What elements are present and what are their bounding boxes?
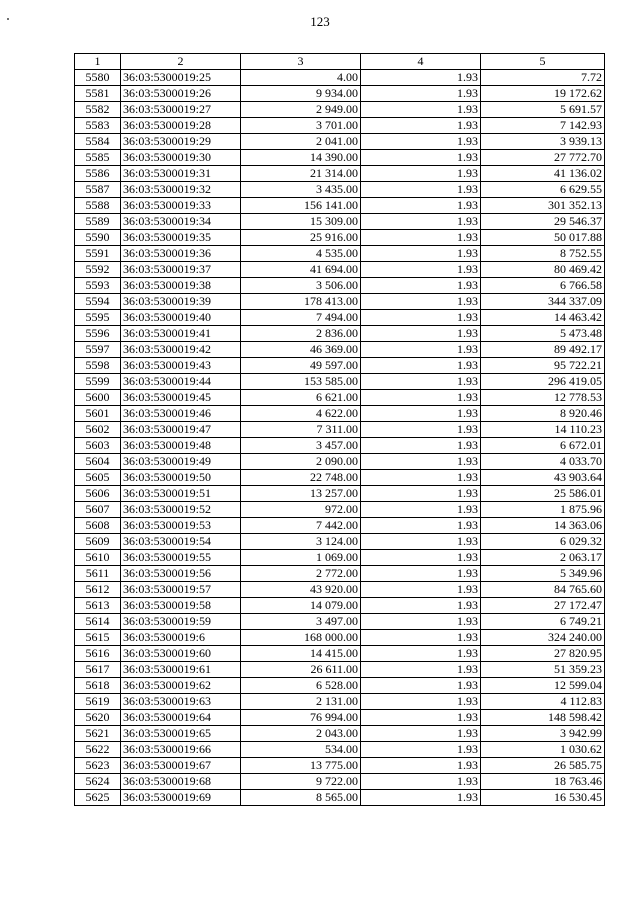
row-number: 5591 [75,246,121,262]
area-value: 14 415.00 [241,646,361,662]
area-value: 13 257.00 [241,486,361,502]
rate-value: 1.93 [361,342,481,358]
total-value: 27 772.70 [481,150,605,166]
cadastral-number: 36:03:5300019:52 [121,502,241,518]
row-number: 5619 [75,694,121,710]
table-body [75,70,605,806]
total-value: 344 337.09 [481,294,605,310]
rate-value: 1.93 [361,614,481,630]
row-number: 5621 [75,726,121,742]
total-value: 12 778.53 [481,390,605,406]
total-value: 4 033.70 [481,454,605,470]
cadastral-number: 36:03:5300019:47 [121,422,241,438]
cadastral-number: 36:03:5300019:60 [121,646,241,662]
row-number: 5586 [75,166,121,182]
rate-value: 1.93 [361,662,481,678]
rate-value: 1.93 [361,726,481,742]
cadastral-number: 36:03:5300019:53 [121,518,241,534]
table-row [75,70,605,86]
cadastral-number: 36:03:5300019:37 [121,262,241,278]
row-number: 5584 [75,134,121,150]
row-number: 5624 [75,774,121,790]
total-value: 89 492.17 [481,342,605,358]
total-value: 19 172.62 [481,86,605,102]
row-number: 5620 [75,710,121,726]
cadastral-number: 36:03:5300019:50 [121,470,241,486]
table-row [75,326,605,342]
cadastral-number: 36:03:5300019:31 [121,166,241,182]
total-value: 7.72 [481,70,605,86]
cadastral-number: 36:03:5300019:36 [121,246,241,262]
rate-value: 1.93 [361,438,481,454]
table-row [75,662,605,678]
table-row [75,678,605,694]
table-row [75,166,605,182]
rate-value: 1.93 [361,150,481,166]
cadastral-number: 36:03:5300019:40 [121,310,241,326]
total-value: 14 363.06 [481,518,605,534]
area-value: 6 528.00 [241,678,361,694]
area-value: 2 090.00 [241,454,361,470]
cadastral-number: 36:03:5300019:59 [121,614,241,630]
total-value: 25 586.01 [481,486,605,502]
total-value: 27 820.95 [481,646,605,662]
row-number: 5587 [75,182,121,198]
rate-value: 1.93 [361,790,481,806]
table-row [75,630,605,646]
cadastral-number: 36:03:5300019:44 [121,374,241,390]
table-row [75,726,605,742]
area-value: 3 497.00 [241,614,361,630]
table-row [75,102,605,118]
area-value: 168 000.00 [241,630,361,646]
area-value: 46 369.00 [241,342,361,358]
table-row [75,646,605,662]
row-number: 5588 [75,198,121,214]
header-col-1: 1 [75,54,121,70]
total-value: 5 473.48 [481,326,605,342]
rate-value: 1.93 [361,758,481,774]
rate-value: 1.93 [361,454,481,470]
rate-value: 1.93 [361,294,481,310]
total-value: 2 063.17 [481,550,605,566]
row-number: 5616 [75,646,121,662]
row-number: 5594 [75,294,121,310]
row-number: 5623 [75,758,121,774]
table-row [75,118,605,134]
table-row [75,390,605,406]
cadastral-number: 36:03:5300019:27 [121,102,241,118]
cadastral-number: 36:03:5300019:51 [121,486,241,502]
cadastral-number: 36:03:5300019:55 [121,550,241,566]
area-value: 2 949.00 [241,102,361,118]
header-row [75,54,605,70]
page-number: 123 [310,14,330,29]
total-value: 6 749.21 [481,614,605,630]
area-value: 22 748.00 [241,470,361,486]
rate-value: 1.93 [361,134,481,150]
area-value: 2 836.00 [241,326,361,342]
table-row [75,150,605,166]
row-number: 5600 [75,390,121,406]
cadastral-number: 36:03:5300019:62 [121,678,241,694]
table-row [75,518,605,534]
cadastral-number: 36:03:5300019:45 [121,390,241,406]
rate-value: 1.93 [361,470,481,486]
table-row [75,470,605,486]
total-value: 1 030.62 [481,742,605,758]
rate-value: 1.93 [361,422,481,438]
rate-value: 1.93 [361,198,481,214]
table-row [75,374,605,390]
rate-value: 1.93 [361,166,481,182]
row-number: 5590 [75,230,121,246]
area-value: 3 124.00 [241,534,361,550]
total-value: 8 920.46 [481,406,605,422]
total-value: 6 029.32 [481,534,605,550]
row-number: 5615 [75,630,121,646]
cadastral-number: 36:03:5300019:48 [121,438,241,454]
cadastral-number: 36:03:5300019:66 [121,742,241,758]
cadastral-number: 36:03:5300019:43 [121,358,241,374]
table-row [75,262,605,278]
rate-value: 1.93 [361,310,481,326]
table-row [75,230,605,246]
cadastral-number: 36:03:5300019:63 [121,694,241,710]
row-number: 5583 [75,118,121,134]
total-value: 3 942.99 [481,726,605,742]
total-value: 84 765.60 [481,582,605,598]
total-value: 12 599.04 [481,678,605,694]
cadastral-number: 36:03:5300019:28 [121,118,241,134]
total-value: 29 546.37 [481,214,605,230]
row-number: 5617 [75,662,121,678]
rate-value: 1.93 [361,70,481,86]
cadastral-number: 36:03:5300019:30 [121,150,241,166]
table-row [75,774,605,790]
table-row [75,550,605,566]
cadastral-number: 36:03:5300019:57 [121,582,241,598]
total-value: 16 530.45 [481,790,605,806]
table-row [75,294,605,310]
rate-value: 1.93 [361,278,481,294]
cadastral-number: 36:03:5300019:54 [121,534,241,550]
total-value: 50 017.88 [481,230,605,246]
total-value: 43 903.64 [481,470,605,486]
rate-value: 1.93 [361,262,481,278]
rate-value: 1.93 [361,118,481,134]
table-row [75,534,605,550]
total-value: 95 722.21 [481,358,605,374]
rate-value: 1.93 [361,598,481,614]
total-value: 26 585.75 [481,758,605,774]
area-value: 178 413.00 [241,294,361,310]
table-row [75,310,605,326]
row-number: 5585 [75,150,121,166]
row-number: 5622 [75,742,121,758]
row-number: 5610 [75,550,121,566]
row-number: 5580 [75,70,121,86]
rate-value: 1.93 [361,566,481,582]
cadastral-number: 36:03:5300019:39 [121,294,241,310]
table-row [75,582,605,598]
total-value: 6 766.58 [481,278,605,294]
rate-value: 1.93 [361,742,481,758]
area-value: 25 916.00 [241,230,361,246]
area-value: 7 442.00 [241,518,361,534]
rate-value: 1.93 [361,326,481,342]
area-value: 43 920.00 [241,582,361,598]
total-value: 8 752.55 [481,246,605,262]
area-value: 8 565.00 [241,790,361,806]
cadastral-number: 36:03:5300019:32 [121,182,241,198]
area-value: 972.00 [241,502,361,518]
total-value: 51 359.23 [481,662,605,678]
row-number: 5582 [75,102,121,118]
rate-value: 1.93 [361,406,481,422]
table-row [75,214,605,230]
area-value: 7 494.00 [241,310,361,326]
rate-value: 1.93 [361,550,481,566]
rate-value: 1.93 [361,646,481,662]
area-value: 13 775.00 [241,758,361,774]
row-number: 5618 [75,678,121,694]
table-row [75,454,605,470]
total-value: 14 110.23 [481,422,605,438]
area-value: 2 041.00 [241,134,361,150]
table-row [75,422,605,438]
total-value: 5 349.96 [481,566,605,582]
area-value: 2 131.00 [241,694,361,710]
cadastral-number: 36:03:5300019:41 [121,326,241,342]
table-row [75,278,605,294]
total-value: 296 419.05 [481,374,605,390]
cadastral-number: 36:03:5300019:65 [121,726,241,742]
row-number: 5605 [75,470,121,486]
cadastral-number: 36:03:5300019:25 [121,70,241,86]
area-value: 2 772.00 [241,566,361,582]
table-row [75,598,605,614]
table-row [75,246,605,262]
total-value: 3 939.13 [481,134,605,150]
area-value: 3 701.00 [241,118,361,134]
total-value: 301 352.13 [481,198,605,214]
rate-value: 1.93 [361,214,481,230]
total-value: 148 598.42 [481,710,605,726]
total-value: 14 463.42 [481,310,605,326]
table-row [75,710,605,726]
row-number: 5597 [75,342,121,358]
rate-value: 1.93 [361,230,481,246]
cadastral-number: 36:03:5300019:33 [121,198,241,214]
area-value: 3 457.00 [241,438,361,454]
rate-value: 1.93 [361,518,481,534]
area-value: 9 722.00 [241,774,361,790]
header-col-3: 3 [241,54,361,70]
row-number: 5592 [75,262,121,278]
cadastral-number: 36:03:5300019:46 [121,406,241,422]
table-row [75,182,605,198]
row-number: 5609 [75,534,121,550]
table-row [75,614,605,630]
table-row [75,86,605,102]
row-number: 5607 [75,502,121,518]
cadastral-number: 36:03:5300019:69 [121,790,241,806]
total-value: 7 142.93 [481,118,605,134]
row-number: 5602 [75,422,121,438]
rate-value: 1.93 [361,182,481,198]
table-row [75,758,605,774]
row-number: 5608 [75,518,121,534]
cadastral-number: 36:03:5300019:6 [121,630,241,646]
area-value: 6 621.00 [241,390,361,406]
total-value: 4 112.83 [481,694,605,710]
area-value: 21 314.00 [241,166,361,182]
area-value: 7 311.00 [241,422,361,438]
cadastral-number: 36:03:5300019:35 [121,230,241,246]
header-col-5: 5 [481,54,605,70]
rate-value: 1.93 [361,534,481,550]
rate-value: 1.93 [361,102,481,118]
area-value: 4.00 [241,70,361,86]
rate-value: 1.93 [361,710,481,726]
cadastral-number: 36:03:5300019:34 [121,214,241,230]
area-value: 4 535.00 [241,246,361,262]
row-number: 5613 [75,598,121,614]
total-value: 80 469.42 [481,262,605,278]
row-number: 5614 [75,614,121,630]
rate-value: 1.93 [361,630,481,646]
rate-value: 1.93 [361,246,481,262]
table-row [75,134,605,150]
area-value: 534.00 [241,742,361,758]
table-row [75,742,605,758]
row-number: 5603 [75,438,121,454]
cadastral-number: 36:03:5300019:61 [121,662,241,678]
rate-value: 1.93 [361,678,481,694]
row-number: 5599 [75,374,121,390]
area-value: 156 141.00 [241,198,361,214]
rate-value: 1.93 [361,774,481,790]
table-row [75,486,605,502]
table-row [75,358,605,374]
table-row [75,694,605,710]
total-value: 27 172.47 [481,598,605,614]
area-value: 9 934.00 [241,86,361,102]
cadastral-number: 36:03:5300019:49 [121,454,241,470]
area-value: 76 994.00 [241,710,361,726]
rate-value: 1.93 [361,358,481,374]
table-row [75,790,605,806]
area-value: 14 390.00 [241,150,361,166]
table-row [75,438,605,454]
total-value: 1 875.96 [481,502,605,518]
header-col-4: 4 [361,54,481,70]
row-number: 5581 [75,86,121,102]
row-number: 5596 [75,326,121,342]
rate-value: 1.93 [361,502,481,518]
cadastral-number: 36:03:5300019:29 [121,134,241,150]
total-value: 5 691.57 [481,102,605,118]
cadastral-number: 36:03:5300019:26 [121,86,241,102]
rate-value: 1.93 [361,582,481,598]
cadastral-number: 36:03:5300019:67 [121,758,241,774]
table-row [75,198,605,214]
area-value: 3 506.00 [241,278,361,294]
cadastral-number: 36:03:5300019:38 [121,278,241,294]
header-col-2: 2 [121,54,241,70]
row-number: 5606 [75,486,121,502]
rate-value: 1.93 [361,374,481,390]
row-number: 5598 [75,358,121,374]
area-value: 14 079.00 [241,598,361,614]
total-value: 41 136.02 [481,166,605,182]
area-value: 1 069.00 [241,550,361,566]
area-value: 3 435.00 [241,182,361,198]
area-value: 4 622.00 [241,406,361,422]
area-value: 49 597.00 [241,358,361,374]
table-row [75,342,605,358]
cadastral-number: 36:03:5300019:68 [121,774,241,790]
total-value: 18 763.46 [481,774,605,790]
rate-value: 1.93 [361,86,481,102]
row-number: 5595 [75,310,121,326]
row-number: 5593 [75,278,121,294]
table-row [75,566,605,582]
rate-value: 1.93 [361,694,481,710]
table-row [75,502,605,518]
area-value: 41 694.00 [241,262,361,278]
row-number: 5625 [75,790,121,806]
row-number: 5611 [75,566,121,582]
total-value: 324 240.00 [481,630,605,646]
area-value: 153 585.00 [241,374,361,390]
cadastral-number: 36:03:5300019:42 [121,342,241,358]
area-value: 2 043.00 [241,726,361,742]
area-value: 15 309.00 [241,214,361,230]
area-value: 26 611.00 [241,662,361,678]
row-number: 5589 [75,214,121,230]
row-number: 5612 [75,582,121,598]
cadastral-number: 36:03:5300019:64 [121,710,241,726]
row-number: 5604 [75,454,121,470]
total-value: 6 672.01 [481,438,605,454]
cadastral-number: 36:03:5300019:58 [121,598,241,614]
total-value: 6 629.55 [481,182,605,198]
rate-value: 1.93 [361,486,481,502]
rate-value: 1.93 [361,390,481,406]
cadastral-number: 36:03:5300019:56 [121,566,241,582]
cadastral-table [74,53,605,806]
row-number: 5601 [75,406,121,422]
table-row [75,406,605,422]
